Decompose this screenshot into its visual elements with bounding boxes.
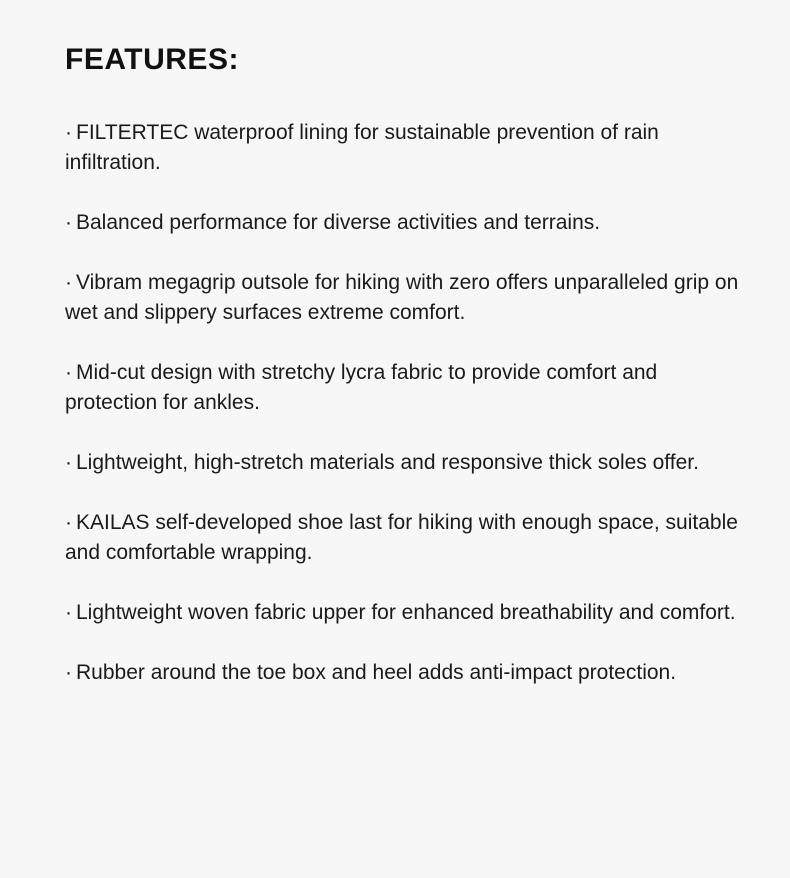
bullet-dot-icon: · bbox=[65, 121, 72, 144]
feature-text: Balanced performance for diverse activities and terrains. bbox=[76, 211, 601, 234]
feature-item bbox=[65, 598, 750, 628]
feature-item bbox=[65, 208, 750, 238]
bullet-dot-icon: · bbox=[65, 451, 72, 474]
bullet-dot-icon: · bbox=[65, 271, 72, 294]
bullet-dot-icon: · bbox=[65, 661, 72, 684]
features-list bbox=[65, 118, 750, 688]
feature-text: Rubber around the toe box and heel adds anti-impact protection. bbox=[76, 661, 677, 684]
bullet-dot-icon: · bbox=[65, 601, 72, 624]
feature-text: Lightweight, high-stretch materials and responsive thick soles offer. bbox=[76, 451, 699, 474]
bullet-dot-icon: · bbox=[65, 211, 72, 234]
feature-text: Vibram megagrip outsole for hiking with zero offers unparalleled grip on wet and slippery surfaces extreme comfort. bbox=[65, 271, 739, 324]
feature-item bbox=[65, 508, 750, 568]
feature-text: Lightweight woven fabric upper for enhanced breathability and comfort. bbox=[76, 601, 736, 624]
bullet-dot-icon: · bbox=[65, 511, 72, 534]
feature-text: Mid-cut design with stretchy lycra fabric to provide comfort and protection for ankles. bbox=[65, 361, 658, 414]
feature-item bbox=[65, 658, 750, 688]
features-heading: FEATURES: bbox=[65, 43, 239, 76]
feature-text: FILTERTEC waterproof lining for sustainable prevention of rain infiltration. bbox=[65, 121, 659, 174]
feature-item bbox=[65, 118, 750, 178]
bullet-dot-icon: · bbox=[65, 361, 72, 384]
feature-item bbox=[65, 268, 750, 328]
feature-text: KAILAS self-developed shoe last for hiking with enough space, suitable and comfortable wrapping. bbox=[65, 511, 738, 564]
feature-item bbox=[65, 448, 750, 478]
feature-item bbox=[65, 358, 750, 418]
